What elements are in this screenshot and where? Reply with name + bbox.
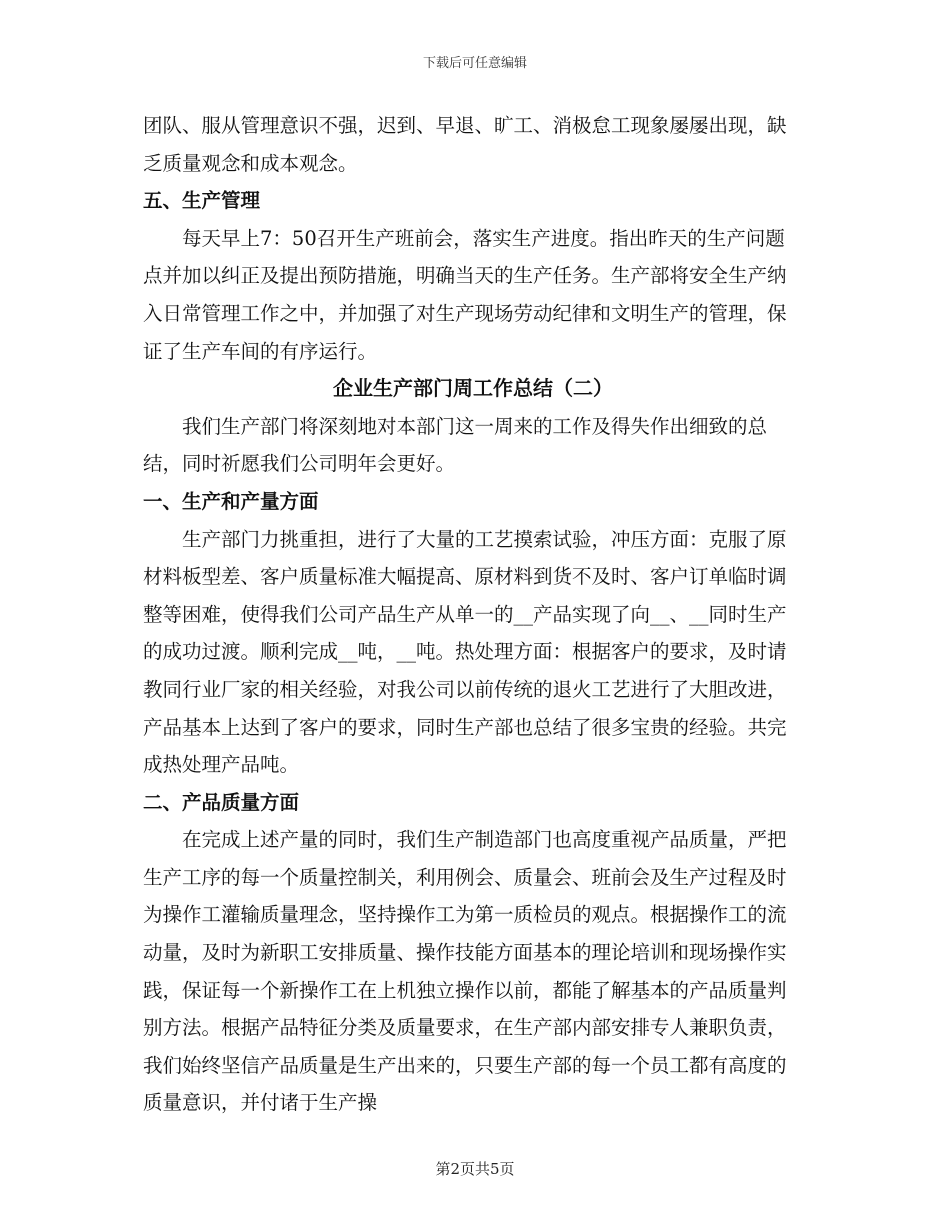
paragraph: 团队、服从管理意识不强，迟到、早退、旷工、消极怠工现象屡屡出现，缺乏质量观念和成本观念。 bbox=[143, 114, 787, 175]
paragraph: 在完成上述产量的同时，我们生产制造部门也高度重视产品质量，严把生产工序的每一个质量控制关，利用例会、质量会、班前会及生产过程及时为操作工灌输质量理念，坚持操作工为第一质检员的观点。根据操作工的流动量，及时为新职工安排质量、操作技能方面基本的理论培训和现场操作实践，保证每一个新操作工在上机独立操作以前，都能了解基本的产品质量判别方法。根据产品特征分类及质量要求，在生产部内部安排专人兼职负责，我们始终坚信产品质量是生产出来的，只要生产部的每一个员工都有高度的质量意识，并付诸于生产操 bbox=[143, 828, 787, 1115]
section-heading: 二、产品质量方面 bbox=[143, 790, 300, 814]
document-body bbox=[143, 107, 803, 1122]
paragraph: 我们生产部门将深刻地对本部门这一周来的工作及得失作出细致的总结，同时祈愿我们公司明年会更好。 bbox=[143, 414, 768, 476]
page-header: 下载后可任意编辑 bbox=[422, 56, 527, 71]
document-title: 企业生产部门周工作总结（二） bbox=[333, 376, 613, 401]
paragraph: 每天早上7：50召开生产班前会，落实生产进度。指出昨天的生产问题点并加以纠正及提出预防措施，明确当天的生产任务。生产部将安全生产纳入日常管理工作之中，并加强了对生产现场劳动纪律和文明生产的管理，保证了生产车间的有序运行。 bbox=[143, 226, 787, 363]
section-heading: 一、生产和产量方面 bbox=[143, 489, 319, 513]
paragraph: 生产部门力挑重担，进行了大量的工艺摸索试验，冲压方面：克服了原材料板型差、客户质量标准大幅提高、原材料到货不及时、客户订单临时调整等困难，使得我们公司产品生产从单一的__产品实现了向__、__同时生产的成功过渡。顺利完成__吨，__吨。热处理方面：根据客户的要求，及时请教同行业厂家的相关经验，对我公司以前传统的退火工艺进行了大胆改进，产品基本上达到了客户的要求，同时生产部也总结了很多宝贵的经验。共完成热处理产品吨。 bbox=[143, 527, 787, 777]
section-heading: 五、生产管理 bbox=[143, 189, 261, 213]
page-footer: 第2页共5页 bbox=[435, 1160, 515, 1178]
